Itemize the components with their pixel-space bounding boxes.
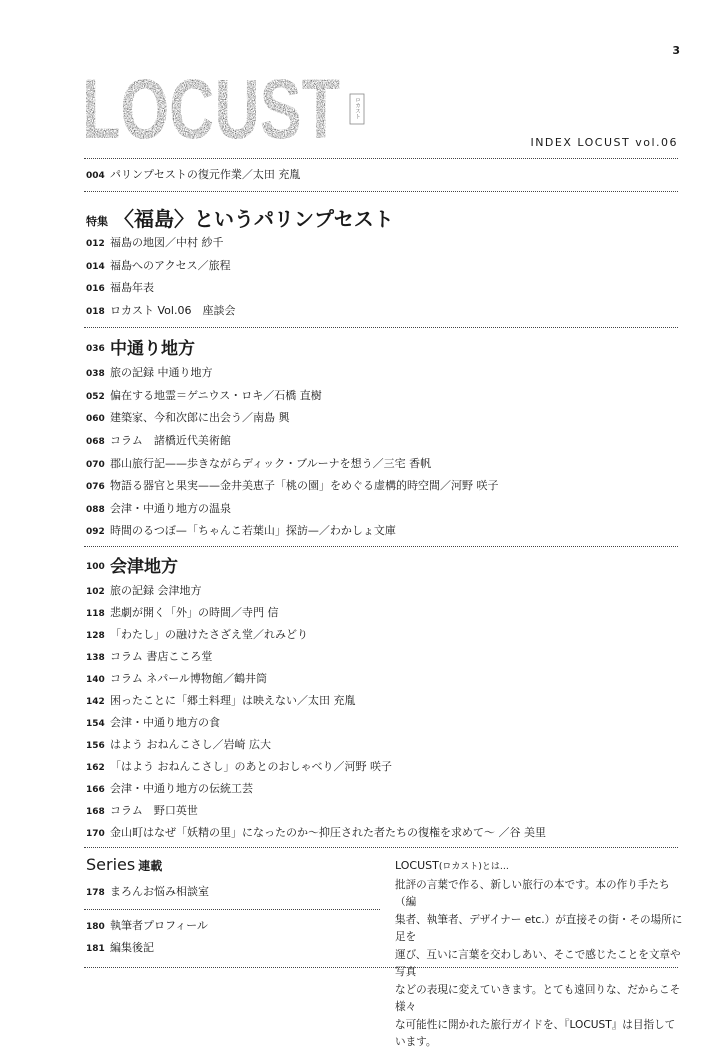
about-title-reading: (ロカスト) <box>438 862 482 872</box>
section-heading-aizu <box>86 556 178 578</box>
toc-entry[interactable] <box>86 389 322 404</box>
about-locust <box>395 857 683 1052</box>
entry-text: ロカスト Vol.06 座談会 <box>110 304 236 317</box>
page-ref: 014 <box>86 262 105 272</box>
section-title: 会津地方 <box>110 557 178 577</box>
entry-text: はよう おねんこさし／岩崎 広大 <box>110 738 271 751</box>
toc-entry[interactable] <box>86 738 271 753</box>
entry-text: 偏在する地霊＝ゲニウス・ロキ／石橋 直樹 <box>110 389 322 402</box>
about-line: 運び、互いに言葉を交わしあい、そこで感じたことを文章や写真 <box>395 948 681 978</box>
entry-text: 旅の記録 会津地方 <box>110 584 202 597</box>
series-subtitle: 連載 <box>138 859 163 873</box>
page-ref: 100 <box>86 562 105 572</box>
series-heading <box>86 855 162 874</box>
feature-heading <box>86 203 394 232</box>
page-ref: 016 <box>86 284 105 294</box>
about-line: 集者、執筆者、デザイナー etc.）が直接その街・その場所に足を <box>395 913 683 943</box>
toc-entry[interactable] <box>86 826 546 841</box>
toc-entry[interactable] <box>86 457 431 472</box>
page-number: 3 <box>672 44 680 57</box>
entry-text: 旅の記録 中通り地方 <box>110 366 213 379</box>
divider <box>84 191 678 192</box>
entry-text: 福島の地図／中村 紗千 <box>110 236 224 249</box>
toc-entry[interactable] <box>86 716 220 731</box>
entry-text: 物語る器官と果実——金井美恵子「桃の園」をめぐる虚構的時空間／河野 咲子 <box>110 479 499 492</box>
logo-text: LOCUST <box>82 66 340 148</box>
entry-text: 会津・中通り地方の伝統工芸 <box>110 782 253 795</box>
toc-entry[interactable] <box>86 760 392 775</box>
toc-entry[interactable] <box>86 281 154 296</box>
toc-entry[interactable] <box>86 694 356 709</box>
page-ref: 060 <box>86 414 105 424</box>
page-ref: 004 <box>86 171 105 181</box>
toc-entry[interactable] <box>86 919 208 934</box>
entry-text: 編集後記 <box>110 941 154 954</box>
entry-text: 福島へのアクセス／旅程 <box>110 259 231 272</box>
page-ref: 180 <box>86 922 105 932</box>
about-line: な可能性に開かれた旅行ガイドを、『LOCUST』は目指しています。 <box>395 1018 676 1048</box>
feature-tag: 特集 <box>86 214 108 228</box>
toc-entry[interactable] <box>86 628 308 643</box>
logo-subtitle: ロカスト <box>354 97 360 119</box>
entry-text: 金山町はなぜ「妖精の里」になったのか〜抑圧された者たちの復権を求めて〜 ／谷 美里 <box>110 826 546 839</box>
toc-entry[interactable] <box>86 782 253 797</box>
index-title: INDEX LOCUST vol.06 <box>530 136 678 149</box>
entry-text: コラム 諸橋近代美術館 <box>110 434 231 447</box>
entry-text: 郡山旅行記——歩きながらディック・ブルーナを想う／三宅 香帆 <box>110 457 432 470</box>
toc-entry[interactable] <box>86 672 267 687</box>
toc-entry[interactable] <box>86 366 213 381</box>
toc-entry[interactable] <box>86 804 198 819</box>
page-ref: 076 <box>86 482 105 492</box>
entry-text: パリンプセストの復元作業／太田 充胤 <box>110 168 301 181</box>
divider <box>84 967 678 968</box>
toc-entry[interactable] <box>86 236 224 251</box>
entry-text: 時間のるつぼ—「ちゃんこ若葉山」探訪—／わかしょ文庫 <box>110 524 396 537</box>
toc-entry[interactable] <box>86 502 231 517</box>
toc-entry[interactable] <box>86 941 154 956</box>
entry-text: 会津・中通り地方の温泉 <box>110 502 231 515</box>
page-ref: 170 <box>86 829 105 839</box>
about-title <box>395 857 683 877</box>
toc-entry[interactable] <box>86 524 396 539</box>
page-ref: 168 <box>86 807 105 817</box>
entry-text: 「わたし」の融けたさざえ堂／れみどり <box>110 628 308 641</box>
about-line: 批評の言葉で作る、新しい旅行の本です。本の作り手たち（編 <box>395 878 670 908</box>
about-line: などの表現に変えていきます。とても遠回りな、だからこそ様々 <box>395 983 681 1013</box>
toc-entry[interactable] <box>86 479 499 494</box>
entry-text: コラム ネパール博物館／鶴井筒 <box>110 672 268 685</box>
entry-text: まろんお悩み相談室 <box>110 885 209 898</box>
logo-subtitle-box <box>350 94 364 124</box>
page-ref: 018 <box>86 307 105 317</box>
entry-text: 困ったことに「郷土料理」は映えない／太田 充胤 <box>110 694 356 707</box>
toc-entry[interactable] <box>86 304 235 319</box>
divider <box>84 327 678 328</box>
entry-text: 「はよう おねんこさし」のあとのおしゃべり／河野 咲子 <box>110 760 392 773</box>
section-heading-nakadori <box>86 338 195 360</box>
entry-text: 悲劇が開く「外」の時間／寺門 信 <box>110 606 279 619</box>
page-ref: 128 <box>86 631 105 641</box>
page-ref: 178 <box>86 888 105 898</box>
entry-text: 執筆者プロフィール <box>110 919 208 932</box>
page-ref: 140 <box>86 675 105 685</box>
entry-text: コラム 書店こころ堂 <box>110 650 213 663</box>
feature-title: 〈福島〉というパリンプセスト <box>114 207 394 231</box>
page-ref: 118 <box>86 609 105 619</box>
page-ref: 138 <box>86 653 105 663</box>
section-title: 中通り地方 <box>110 339 195 359</box>
toc-entry[interactable] <box>86 885 209 900</box>
page-ref: 068 <box>86 437 105 447</box>
toc-entry[interactable] <box>86 411 290 426</box>
page-ref: 052 <box>86 392 105 402</box>
page-ref: 181 <box>86 944 105 954</box>
toc-entry-lead[interactable] <box>86 168 300 183</box>
about-title-main: LOCUST <box>395 859 439 872</box>
toc-entry[interactable] <box>86 434 231 449</box>
page-ref: 088 <box>86 505 105 515</box>
page-ref: 012 <box>86 239 105 249</box>
toc-entry[interactable] <box>86 606 279 621</box>
page-ref: 038 <box>86 369 105 379</box>
toc-entry[interactable] <box>86 650 212 665</box>
divider <box>84 158 678 159</box>
page-ref: 102 <box>86 587 105 597</box>
toc-entry[interactable] <box>86 584 202 599</box>
page-ref: 092 <box>86 527 105 537</box>
divider <box>84 847 678 848</box>
entry-text: 福島年表 <box>110 281 154 294</box>
divider <box>84 909 380 910</box>
page-ref: 162 <box>86 763 105 773</box>
page-ref: 166 <box>86 785 105 795</box>
page-ref: 154 <box>86 719 105 729</box>
entry-text: 建築家、今和次郎に出会う／南島 興 <box>110 411 290 424</box>
page-ref: 036 <box>86 344 105 354</box>
page-ref: 142 <box>86 697 105 707</box>
about-title-suffix: とは… <box>481 862 509 872</box>
page-ref: 156 <box>86 741 105 751</box>
divider <box>84 546 678 547</box>
entry-text: コラム 野口英世 <box>110 804 198 817</box>
series-title: Series <box>86 855 136 874</box>
entry-text: 会津・中通り地方の食 <box>110 716 220 729</box>
toc-entry[interactable] <box>86 259 231 274</box>
page-ref: 070 <box>86 460 105 470</box>
locust-logo <box>80 66 370 148</box>
